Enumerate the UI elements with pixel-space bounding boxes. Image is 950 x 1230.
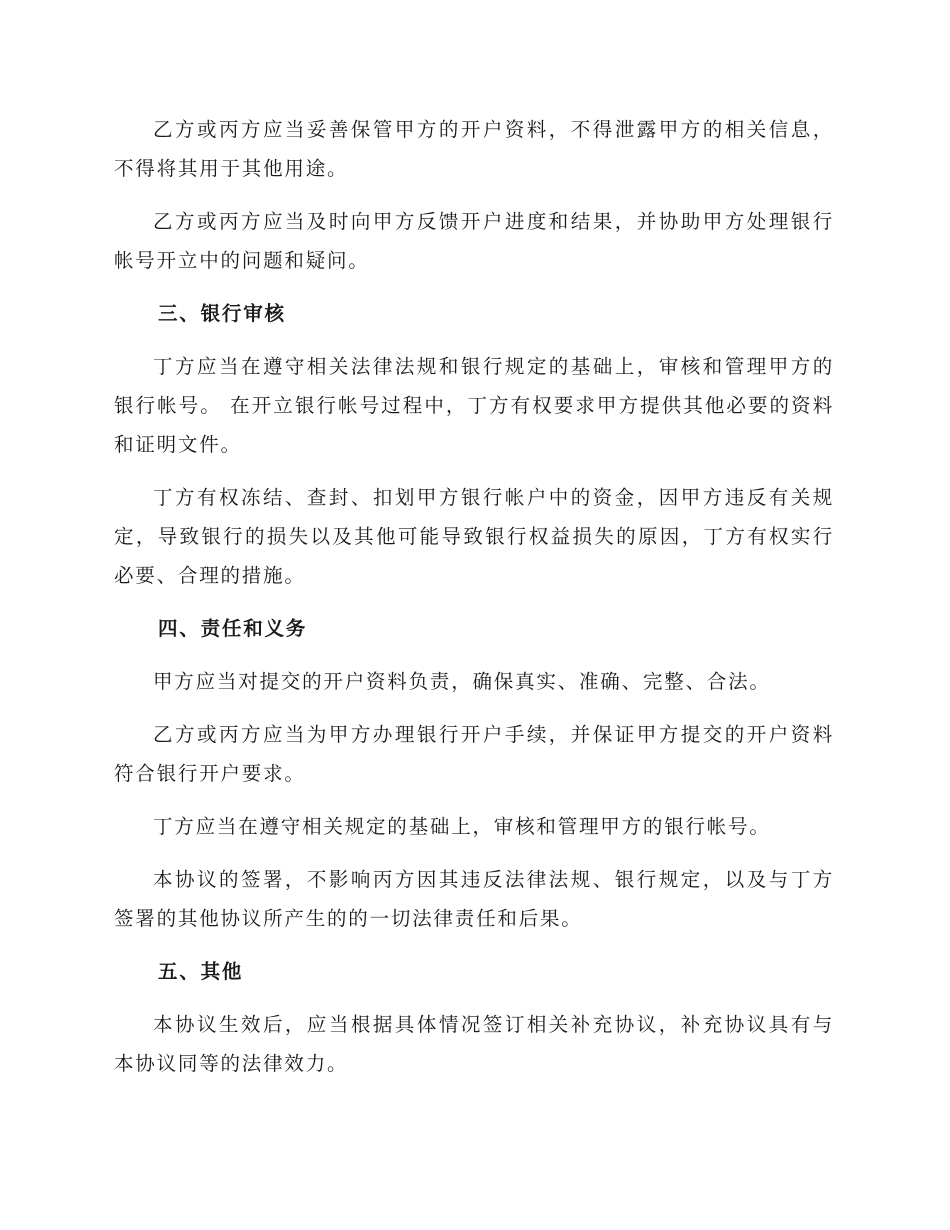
document-page (114, 110, 834, 1097)
paragraph: 丁方应当在遵守相关法律法规和银行规定的基础上，审核和管理甲方的银行帐号。 在开立银行帐号过程中，丁方有权要求甲方提供其他必要的资料和证明文件。 (114, 355, 834, 456)
paragraph: 甲方应当对提交的开户资料负责，确保真实、准确、完整、合法。 (153, 670, 771, 693)
paragraph: 本协议的签署，不影响丙方因其违反法律法规、银行规定，以及与丁方签署的其他协议所产生的的一切法律责任和后果。 (114, 868, 834, 930)
paragraph: 乙方或丙方应当及时向甲方反馈开户进度和结果，并协助甲方处理银行帐号开立中的问题和疑问。 (114, 210, 834, 272)
section-heading: 四、责任和义务 (158, 617, 308, 640)
paragraph: 乙方或丙方应当为甲方办理银行开户手续，并保证甲方提交的开户资料符合银行开户要求。 (114, 723, 834, 785)
paragraph: 本协议生效后，应当根据具体情况签订相关补充协议，补充协议具有与本协议同等的法律效力。 (114, 1013, 834, 1075)
paragraph: 乙方或丙方应当妥善保管甲方的开户资料，不得泄露甲方的相关信息，不得将其用于其他用途。 (114, 118, 834, 180)
section-heading: 三、银行审核 (158, 302, 286, 325)
section-heading: 五、其他 (158, 960, 244, 983)
paragraph: 丁方有权冻结、查封、扣划甲方银行帐户中的资金，因甲方违反有关规定，导致银行的损失以及其他可能导致银行权益损失的原因，丁方有权实行必要、合理的措施。 (114, 486, 834, 587)
paragraph: 丁方应当在遵守相关规定的基础上，审核和管理甲方的银行帐号。 (153, 815, 771, 838)
